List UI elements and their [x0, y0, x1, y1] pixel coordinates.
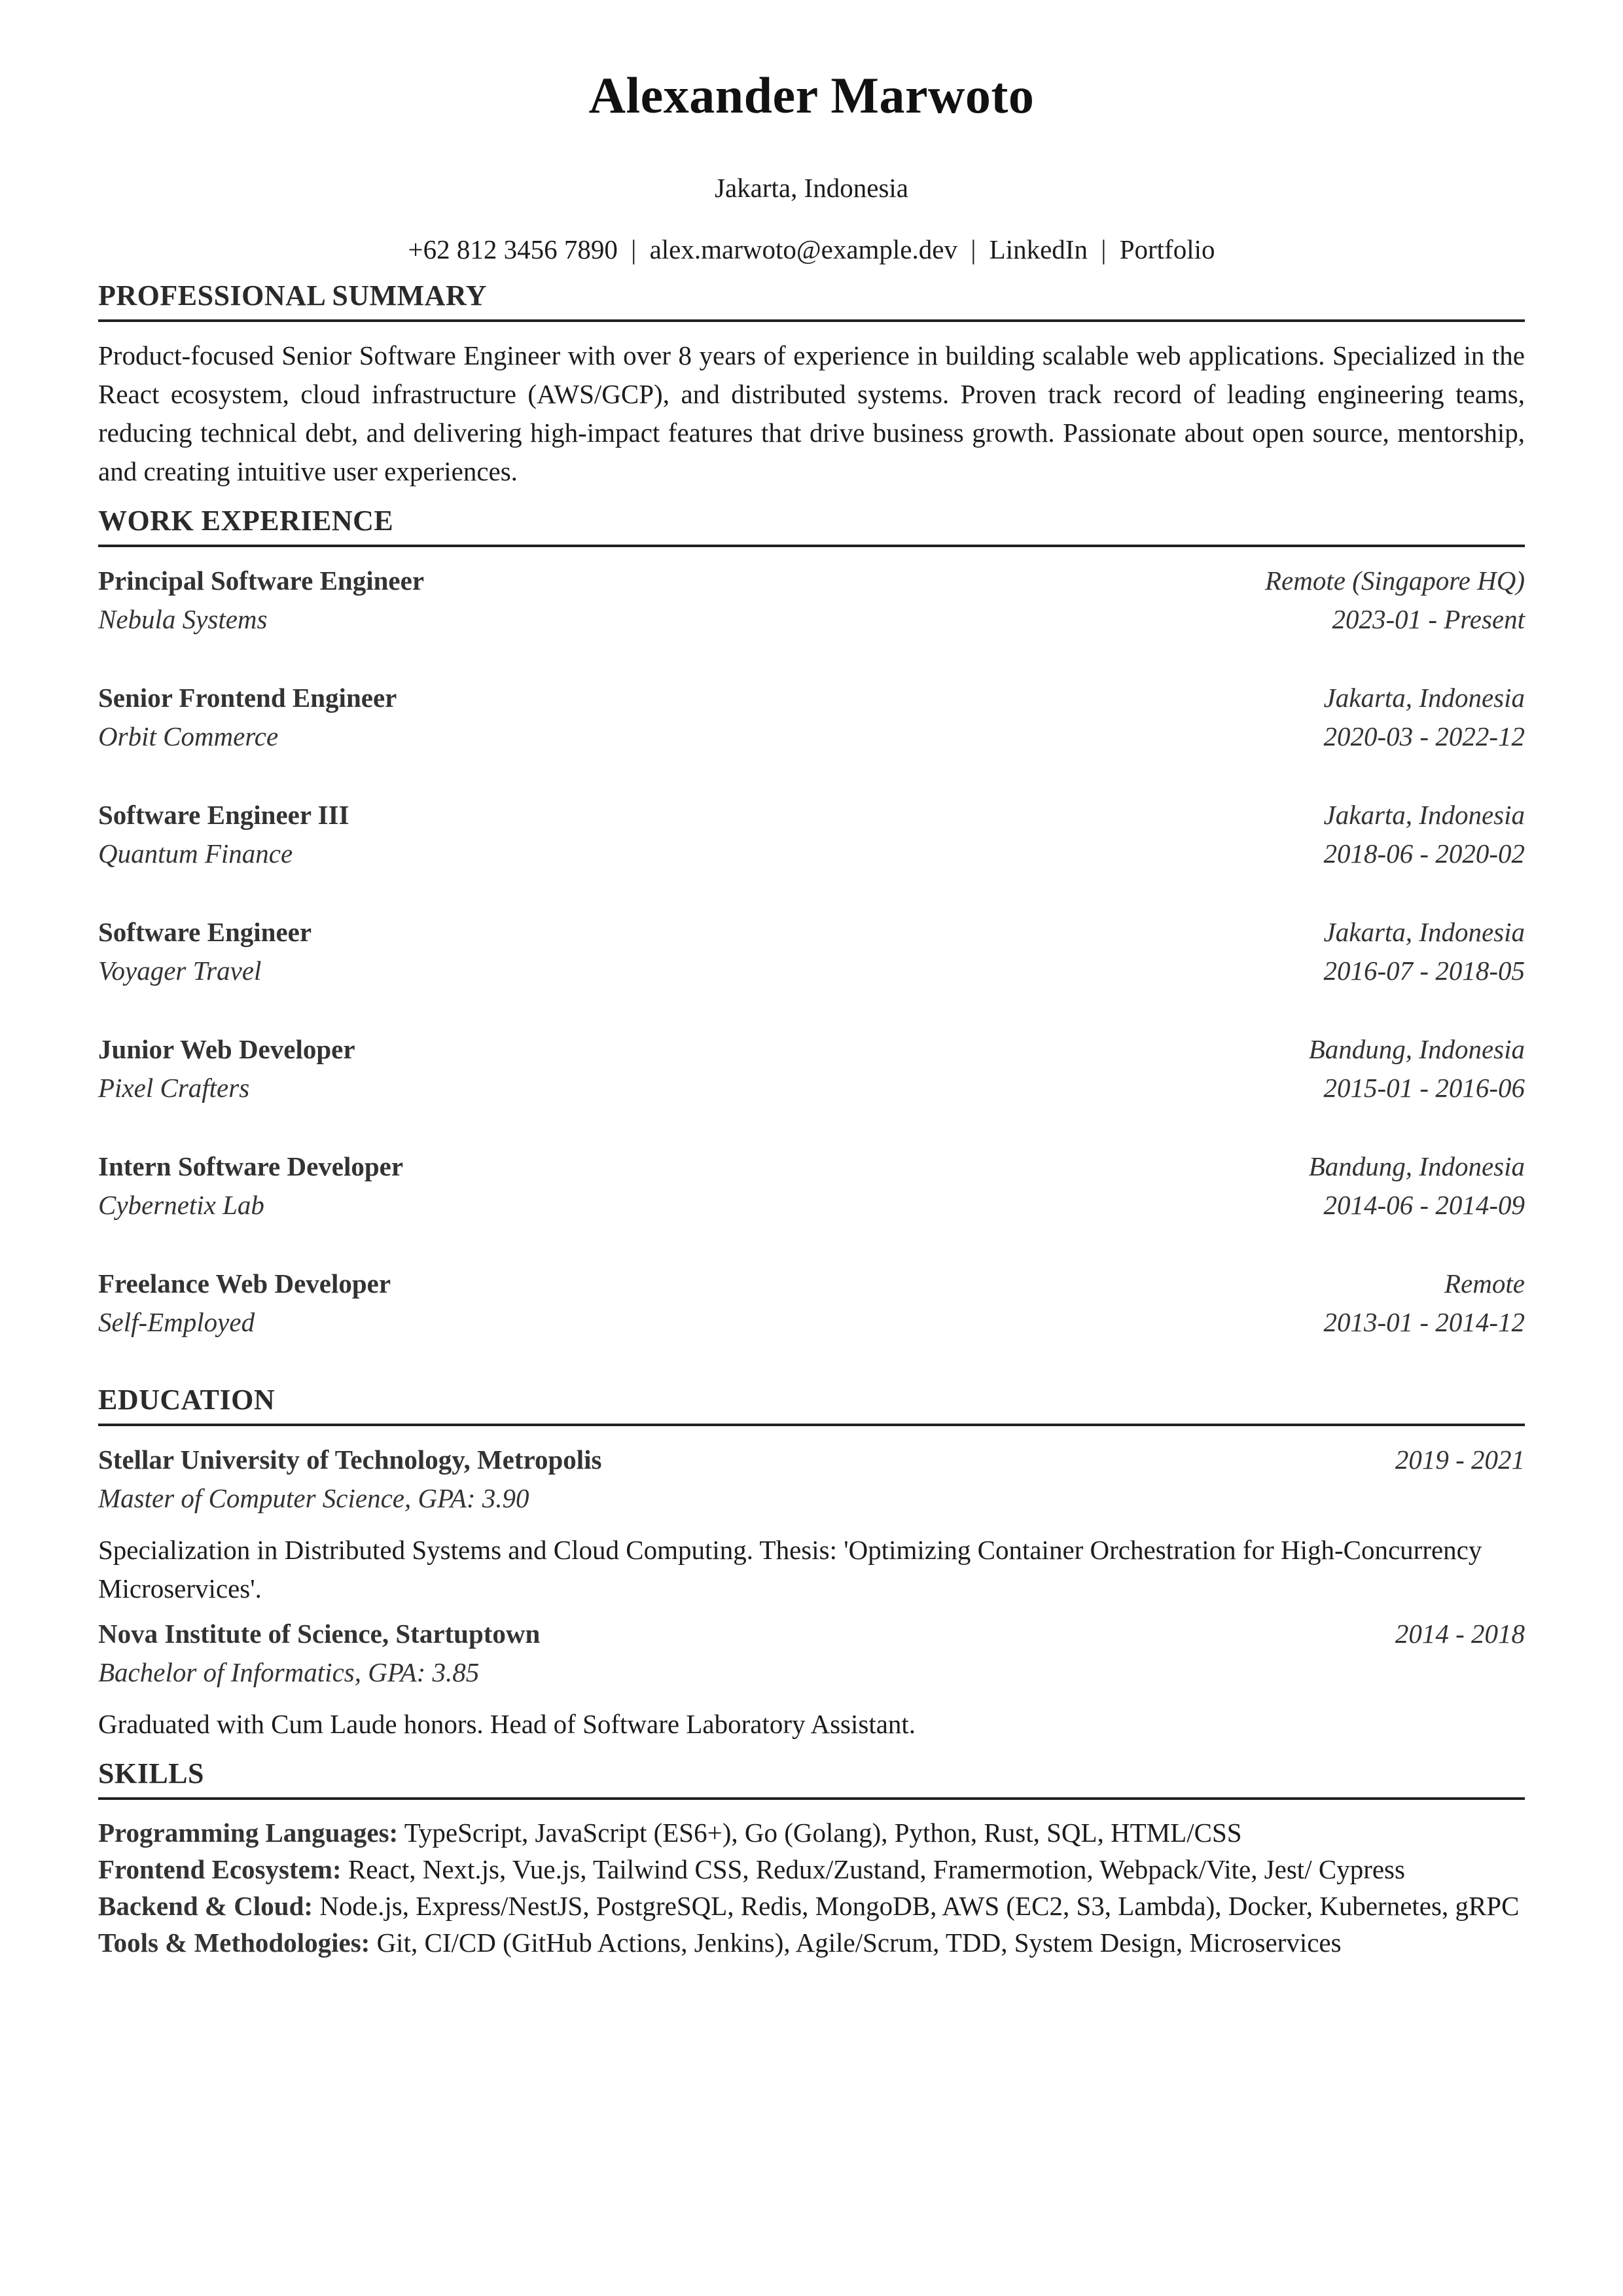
job-dates: 2016-07 - 2018-05: [1323, 956, 1525, 986]
skill-items: TypeScript, JavaScript (ES6+), Go (Golang), Python, Rust, SQL, HTML/CSS: [404, 1818, 1242, 1848]
contact-separator: |: [1101, 234, 1107, 264]
education-entry: [98, 1441, 1525, 1608]
job-company: Self-Employed: [98, 1307, 255, 1337]
job-dates: 2020-03 - 2022-12: [1323, 721, 1525, 751]
portfolio-link[interactable]: Portfolio: [1119, 234, 1215, 264]
contact-separator: |: [631, 234, 637, 264]
resume-page: [98, 0, 1525, 1961]
summary-text: Product-focused Senior Software Engineer with over 8 years of experience in building scalable web applications. Specialized in the React ecosystem, cloud infrastructure (AWS/GCP), and distributed systems. Proven track record of leading engineering teams, reducing technical debt, and delivering high-impact features that drive business growth. Passionate about open source, mentorship, and creating intuitive user experiences.: [98, 340, 1525, 486]
education-dates: 2019 - 2021: [1395, 1444, 1525, 1475]
skill-group: [98, 1924, 1525, 1961]
job-company: Quantum Finance: [98, 838, 293, 869]
skill-group: [98, 1814, 1525, 1851]
skills-list: [98, 1814, 1525, 1961]
skill-group: [98, 1888, 1525, 1924]
job-location: Jakarta, Indonesia: [1323, 800, 1525, 830]
skill-items: React, Next.js, Vue.js, Tailwind CSS, Redux/Zustand, Framermotion, Webpack/Vite, Jest/ Cypress: [348, 1854, 1405, 1884]
job-entry: [98, 1030, 1525, 1107]
job-title: Freelance Web Developer: [98, 1268, 391, 1299]
phone-number: +62 812 3456 7890: [408, 234, 618, 264]
job-dates: 2014-06 - 2014-09: [1323, 1190, 1525, 1220]
job-dates: 2023-01 - Present: [1332, 604, 1525, 634]
job-list: [98, 562, 1525, 1342]
job-title: Junior Web Developer: [98, 1034, 355, 1064]
contact-separator: |: [971, 234, 976, 264]
skills-heading: SKILLS: [98, 1755, 1525, 1800]
skill-label: Programming Languages:: [98, 1818, 399, 1848]
job-company: Voyager Travel: [98, 956, 262, 986]
skill-group: [98, 1851, 1525, 1888]
job-company: Orbit Commerce: [98, 721, 279, 751]
skills-section: [98, 1755, 1525, 1961]
job-company: Nebula Systems: [98, 604, 268, 634]
education-heading: EDUCATION: [98, 1382, 1525, 1426]
skill-label: Frontend Ecosystem:: [98, 1854, 342, 1884]
education-dates: 2014 - 2018: [1395, 1619, 1525, 1649]
job-title: Principal Software Engineer: [98, 565, 425, 596]
job-entry: [98, 796, 1525, 873]
job-title: Software Engineer III: [98, 800, 349, 830]
job-location: Jakarta, Indonesia: [1323, 683, 1525, 713]
school-name: Nova Institute of Science, Startuptown: [98, 1619, 541, 1649]
education-description: Specialization in Distributed Systems and Cloud Computing. Thesis: 'Optimizing Container Orchestration for High-Concurrency Microservices'.: [98, 1535, 1482, 1604]
job-dates: 2015-01 - 2016-06: [1323, 1073, 1525, 1103]
job-entry: [98, 913, 1525, 990]
job-location: Bandung, Indonesia: [1308, 1151, 1525, 1181]
summary-section: [98, 278, 1525, 491]
job-title: Senior Frontend Engineer: [98, 683, 397, 713]
job-location: Jakarta, Indonesia: [1323, 917, 1525, 947]
job-location: Bandung, Indonesia: [1308, 1034, 1525, 1064]
summary-heading: PROFESSIONAL SUMMARY: [98, 278, 1525, 322]
skill-label: Backend & Cloud:: [98, 1891, 313, 1921]
education-list: [98, 1441, 1525, 1744]
job-title: Software Engineer: [98, 917, 312, 947]
job-entry: [98, 1265, 1525, 1342]
degree: Bachelor of Informatics, GPA: 3.85: [98, 1657, 480, 1687]
job-entry: [98, 562, 1525, 639]
skill-items: Node.js, Express/NestJS, PostgreSQL, Redis, MongoDB, AWS (EC2, S3, Lambda), Docker, Kubernetes, gRPC: [319, 1891, 1520, 1921]
education-description: Graduated with Cum Laude honors. Head of Software Laboratory Assistant.: [98, 1709, 916, 1739]
email-link[interactable]: alex.marwoto@example.dev: [649, 234, 957, 264]
job-company: Pixel Crafters: [98, 1073, 250, 1103]
work-section: [98, 503, 1525, 1342]
job-dates: 2018-06 - 2020-02: [1323, 838, 1525, 869]
job-entry: [98, 679, 1525, 756]
job-location: Remote: [1444, 1268, 1525, 1299]
school-name: Stellar University of Technology, Metropolis: [98, 1444, 602, 1475]
skill-items: Git, CI/CD (GitHub Actions, Jenkins), Agile/Scrum, TDD, System Design, Microservices: [376, 1928, 1342, 1958]
candidate-location: Jakarta, Indonesia: [715, 173, 908, 203]
education-section: [98, 1382, 1525, 1744]
job-location: Remote (Singapore HQ): [1265, 565, 1525, 596]
job-title: Intern Software Developer: [98, 1151, 404, 1181]
candidate-name: Alexander Marwoto: [588, 67, 1035, 124]
linkedin-link[interactable]: LinkedIn: [989, 234, 1088, 264]
job-company: Cybernetix Lab: [98, 1190, 264, 1220]
job-dates: 2013-01 - 2014-12: [1323, 1307, 1525, 1337]
skill-label: Tools & Methodologies:: [98, 1928, 370, 1958]
job-entry: [98, 1147, 1525, 1225]
work-heading: WORK EXPERIENCE: [98, 503, 1525, 547]
degree: Master of Computer Science, GPA: 3.90: [98, 1483, 529, 1513]
contact-line: [98, 233, 1525, 266]
education-entry: [98, 1615, 1525, 1744]
